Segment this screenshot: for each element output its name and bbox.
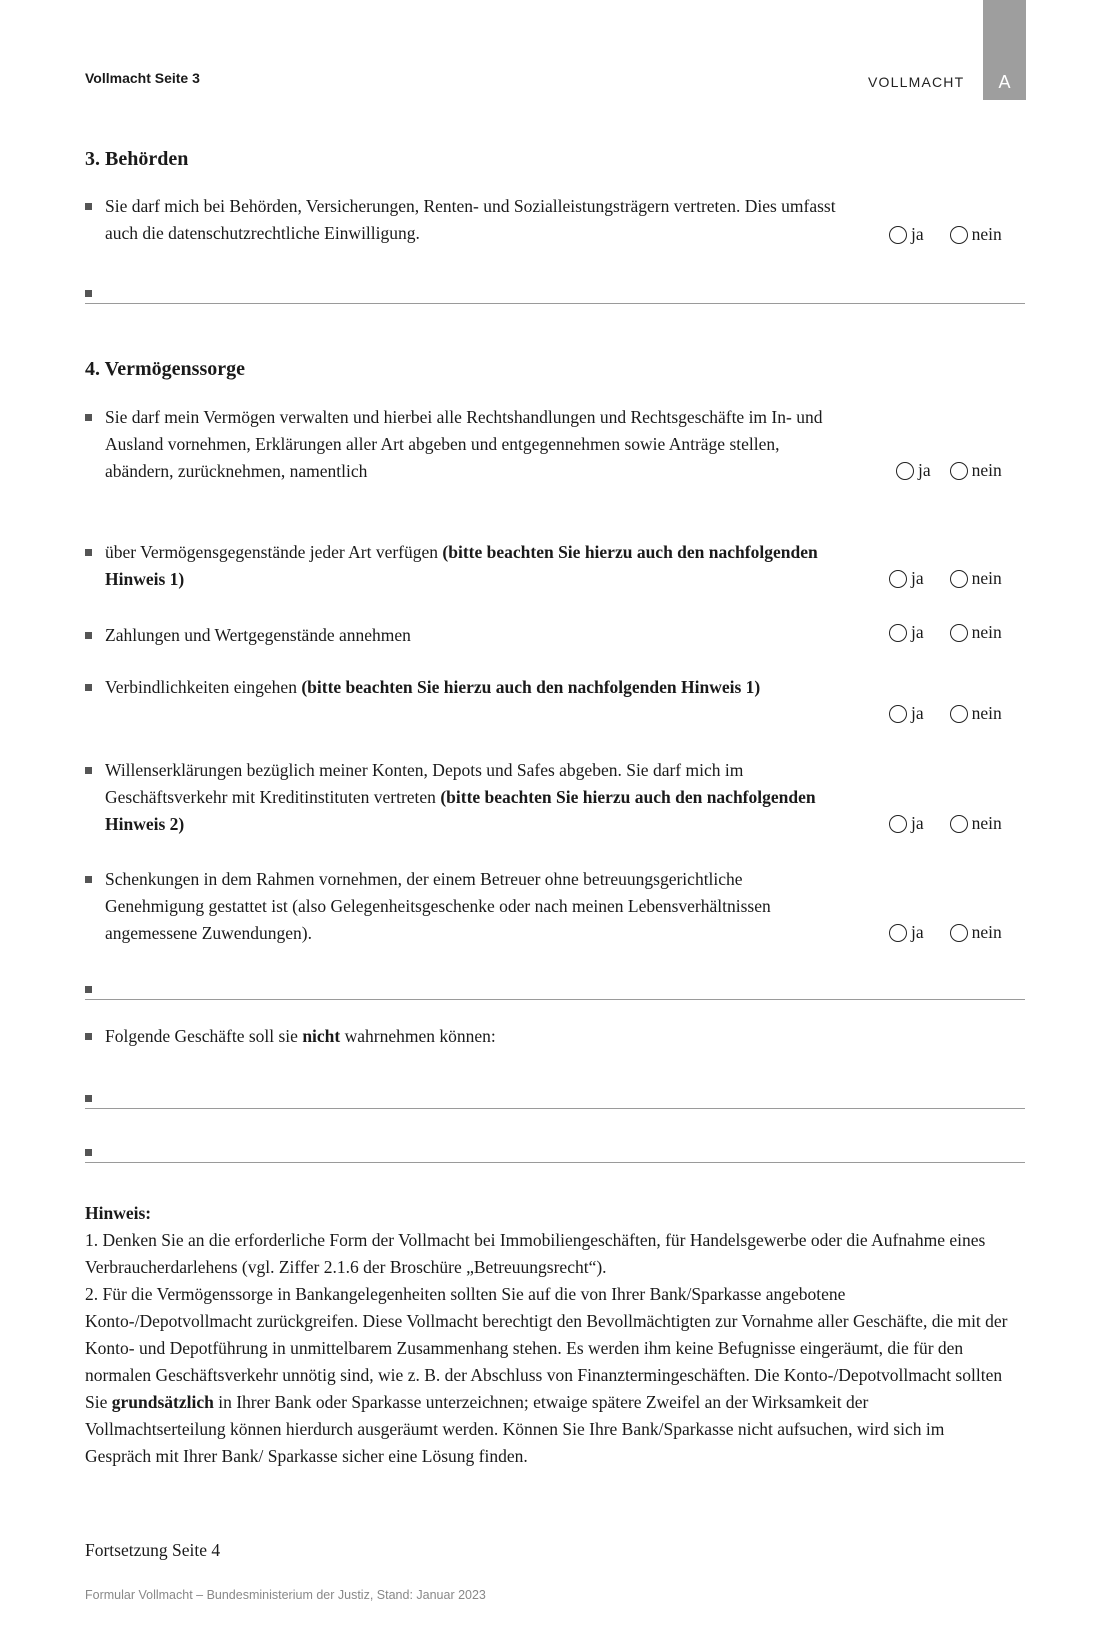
fill-in-line[interactable]: [85, 1089, 1025, 1109]
bullet-icon: [85, 290, 92, 297]
radio-label-ja: ja: [911, 703, 924, 723]
radio-label-nein: nein: [971, 460, 1002, 480]
section-tab: [983, 0, 1026, 100]
note-paragraph-1: 1. Denken Sie an die erforderliche Form der Vollmacht bei Immobiliengeschäften, für Handelsgewerbe oder die Aufnahme eines Verbraucherdarlehens (vgl. Ziffer 2.1.6 der Broschüre „Betreuungsrecht“).: [85, 1230, 986, 1277]
radio-circle-icon: [889, 570, 907, 588]
radio-circle-icon: [950, 705, 968, 723]
options-s4-6: [889, 922, 1002, 947]
radio-ja[interactable]: [889, 703, 924, 724]
section-4-item-4: [85, 674, 845, 701]
options-s4-1: [896, 460, 1002, 485]
footer-text: Formular Vollmacht – Bundesministerium der Justiz, Stand: Januar 2023: [85, 1588, 486, 1602]
radio-ja[interactable]: [889, 813, 924, 834]
item-text: Schenkungen in dem Rahmen vornehmen, der einem Betreuer ohne betreuungsgerichtliche Genehmigung gestattet ist (also Gelegenheitsgeschenke oder nach meinen Lebensverhältnissen angemessene Zuwendungen).: [105, 869, 771, 943]
radio-ja[interactable]: [889, 568, 924, 589]
bullet-icon: [85, 876, 92, 883]
page-label: Vollmacht Seite 3: [85, 70, 200, 86]
radio-nein[interactable]: [950, 460, 1002, 481]
radio-circle-icon: [889, 924, 907, 942]
section-4-item-2: [85, 539, 845, 593]
radio-label-ja: ja: [911, 922, 924, 942]
radio-nein[interactable]: [950, 922, 1002, 943]
radio-nein[interactable]: [950, 568, 1002, 589]
section-4-item-3: [85, 622, 845, 649]
radio-label-nein: nein: [971, 703, 1002, 723]
radio-circle-icon: [889, 705, 907, 723]
note-heading: Hinweis:: [85, 1203, 152, 1223]
radio-label-nein: nein: [971, 568, 1002, 588]
radio-label-ja: ja: [911, 813, 924, 833]
section-4-item-6: [85, 866, 845, 947]
item-text: Sie darf mich bei Behörden, Versicherungen, Renten- und Sozialleistungsträgern vertreten. Dies umfasst auch die datenschutzrechtliche Einwilligung.: [105, 196, 836, 243]
radio-ja[interactable]: [896, 460, 931, 481]
item-text: Folgende Geschäfte soll sie nicht wahrnehmen können:: [105, 1026, 496, 1046]
radio-circle-icon: [950, 624, 968, 642]
bullet-icon: [85, 1095, 92, 1102]
options-s4-2: [889, 568, 1002, 593]
radio-circle-icon: [889, 624, 907, 642]
radio-nein[interactable]: [950, 813, 1002, 834]
exclusion-item: [85, 1023, 845, 1050]
options-s4-4: [889, 703, 1002, 728]
bullet-icon: [85, 632, 92, 639]
continuation-label: Fortsetzung Seite 4: [85, 1540, 221, 1560]
options-s3-1: [889, 224, 1002, 249]
item-text: über Vermögensgegenstände jeder Art verfügen (bitte beachten Sie hierzu auch den nachfolgenden Hinweis 1): [105, 542, 818, 589]
radio-label-ja: ja: [911, 622, 924, 642]
section-tab-label: A: [998, 72, 1011, 92]
radio-circle-icon: [950, 924, 968, 942]
fill-in-line[interactable]: [85, 980, 1025, 1000]
fill-in-line[interactable]: [85, 1143, 1025, 1163]
radio-label-ja: ja: [918, 460, 931, 480]
radio-ja[interactable]: [889, 224, 924, 245]
radio-label-nein: nein: [971, 622, 1002, 642]
radio-circle-icon: [889, 815, 907, 833]
section-4-title: 4. Vermögenssorge: [85, 358, 245, 380]
bullet-icon: [85, 1149, 92, 1156]
radio-label-nein: nein: [971, 922, 1002, 942]
radio-nein[interactable]: [950, 622, 1002, 643]
radio-nein[interactable]: [950, 703, 1002, 724]
item-text: Willenserklärungen bezüglich meiner Konten, Depots und Safes abgeben. Sie darf mich im Geschäftsverkehr mit Kreditinstituten vertreten (bitte beachten Sie hierzu auch den nachfolgenden Hinweis 2): [105, 760, 816, 834]
bullet-icon: [85, 203, 92, 210]
bullet-icon: [85, 1033, 92, 1040]
options-s4-5: [889, 813, 1002, 838]
section-3-title: 3. Behörden: [85, 148, 189, 170]
item-text: Sie darf mein Vermögen verwalten und hierbei alle Rechtshandlungen und Rechtsgeschäfte im In- und Ausland vornehmen, Erklärungen aller Art abgeben und entgegennehmen sowie Anträge stellen, abändern, zurücknehmen, namentlich: [105, 407, 823, 481]
bullet-icon: [85, 414, 92, 421]
options-s4-3: [889, 622, 1002, 647]
radio-circle-icon: [950, 462, 968, 480]
bullet-icon: [85, 767, 92, 774]
radio-circle-icon: [889, 226, 907, 244]
radio-label-ja: ja: [911, 568, 924, 588]
radio-label-nein: nein: [971, 813, 1002, 833]
radio-label-ja: ja: [911, 224, 924, 244]
radio-circle-icon: [950, 570, 968, 588]
section-4-item-5: [85, 757, 845, 838]
document-title: VOLLMACHT: [868, 74, 965, 90]
radio-ja[interactable]: [889, 922, 924, 943]
bullet-icon: [85, 986, 92, 993]
section-3-item-1: [85, 193, 845, 247]
bullet-icon: [85, 684, 92, 691]
radio-circle-icon: [950, 815, 968, 833]
fill-in-line[interactable]: [85, 284, 1025, 304]
item-text: Zahlungen und Wertgegenstände annehmen: [105, 625, 411, 645]
radio-label-nein: nein: [971, 224, 1002, 244]
note-paragraph-2: 2. Für die Vermögenssorge in Bankangelegenheiten sollten Sie auf die von Ihrer Bank/Sparkasse angebotene Konto-/Depotvollmacht zurückgreifen. Diese Vollmacht berechtigt den Bevollmächtigten zur Vornahme aller Geschäfte, die mit der Konto- und Depotführung in unmittelbarem Zusammenhang stehen. Es werden ihm keine Befugnisse eingeräumt, die für den normalen Geschäftsverkehr unnötig sind, wie z. B. der Abschluss von Finanztermingeschäften. Die Konto-/Depotvollmacht sollten Sie grundsätzlich in Ihrer Bank oder Sparkasse unterzeichnen; etwaige spätere Zweifel an der Wirksamkeit der Vollmachtserteilung können hierdurch ausgeräumt werden. Können Sie Ihre Bank/Sparkasse nicht aufsuchen, wird sich im Gespräch mit Ihrer Bank/ Sparkasse sicher eine Lösung finden.: [85, 1284, 1008, 1466]
radio-nein[interactable]: [950, 224, 1002, 245]
note-block: [85, 1200, 1010, 1470]
section-4-item-1: [85, 404, 845, 485]
bullet-icon: [85, 549, 92, 556]
radio-circle-icon: [896, 462, 914, 480]
radio-ja[interactable]: [889, 622, 924, 643]
radio-circle-icon: [950, 226, 968, 244]
item-text: Verbindlichkeiten eingehen (bitte beachten Sie hierzu auch den nachfolgenden Hinweis 1): [105, 677, 761, 697]
